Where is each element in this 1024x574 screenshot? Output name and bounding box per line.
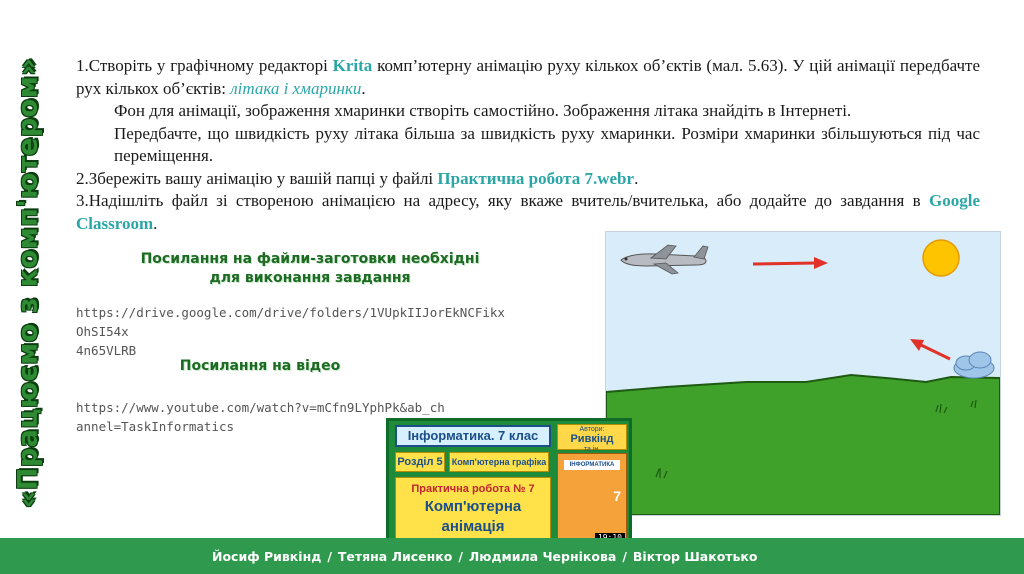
- textbook-video-cover[interactable]: [386, 418, 632, 548]
- video-link-line-1[interactable]: https://www.youtube.com/watch?v=mCfn9LYphPk&ab_ch: [76, 400, 445, 415]
- sun-icon: [923, 240, 959, 276]
- task-1-paragraph-2: Фон для анімації, зображення хмаринки створіть самостійно. Зображення літака знайдіть в Інтернеті.: [114, 101, 852, 120]
- footer: [0, 538, 1024, 574]
- files-heading-line-1: Посилання на файли-заготовки необхідні: [140, 251, 480, 267]
- files-link[interactable]: [76, 303, 506, 360]
- footer-author-3: Людмила Чернікова: [468, 548, 617, 564]
- book-image: [557, 453, 627, 543]
- files-heading: [100, 250, 520, 288]
- practical-label: Практична робота № 7: [411, 483, 535, 495]
- task-1-paragraph-3: Передбачте, що швидкість руху літака більша за швидкість руху хмаринки. Розміри хмаринки збільшуються під час переміщення.: [114, 123, 980, 165]
- files-link-line-1[interactable]: https://drive.google.com/drive/folders/1VUpkIIJorEkNCFikxOhSI54x: [76, 305, 505, 339]
- authors-label: Автори:: [579, 426, 605, 433]
- hills: [606, 375, 1000, 515]
- book-title: ІНФОРМАТИКА: [564, 460, 620, 470]
- footer-authors: [212, 538, 758, 574]
- file-name: Практична робота 7.webr: [437, 168, 635, 188]
- footer-author-2: Тетяна Лисенко: [337, 548, 453, 564]
- subject-line-1: Комп'ютерна: [424, 498, 522, 515]
- cover-section: Розділ 5: [395, 452, 445, 472]
- cover-title: Інформатика. 7 клас: [395, 425, 551, 447]
- objects-keyword: літака і хмаринки: [230, 78, 362, 98]
- cover-topic: Комп'ютерна графіка: [449, 452, 549, 472]
- google-classroom-keyword: Google Classroom: [76, 191, 980, 233]
- video-heading-text: Посилання на відео: [179, 358, 341, 374]
- task-2: [76, 168, 980, 191]
- task-2-text: 2.Збережіть вашу анімацію у вашій папці у файлі: [76, 168, 438, 188]
- authors-suffix: та ін.: [583, 446, 601, 453]
- side-title-text: «Працюємо з комп'ютером»: [12, 57, 44, 509]
- files-heading-line-2: для виконання завдання: [209, 270, 411, 286]
- files-link-line-2[interactable]: 4n65VLRB: [76, 343, 137, 358]
- authors-name: Ривкінд: [570, 433, 614, 445]
- footer-author-1: Йосиф Ривкінд: [212, 548, 322, 564]
- task-1-end: .: [361, 78, 366, 98]
- video-heading: [50, 357, 470, 376]
- task-2-end: .: [634, 168, 639, 188]
- book-grade: 7: [613, 488, 621, 504]
- side-title: [0, 28, 56, 538]
- task-1-text: 1.Створіть у графічному редакторі: [76, 56, 333, 75]
- animation-scene: [605, 231, 1001, 516]
- subject-line-2: анімація: [441, 518, 505, 535]
- footer-separator: /: [327, 548, 332, 564]
- task-list: [76, 55, 980, 235]
- scene-drawing: [606, 232, 1000, 515]
- cover-practical: [395, 477, 551, 543]
- krita-keyword: Krita: [332, 56, 373, 75]
- footer-separator: /: [458, 548, 463, 564]
- task-3-end: .: [153, 213, 158, 233]
- task-3: [76, 190, 980, 235]
- task-3-text: 3.Надішліть файл зі створеною анімацією на адресу, яку вкаже вчитель/вчителька, або додайте до завдання в: [76, 191, 929, 210]
- footer-author-4: Віктор Шакотько: [632, 548, 758, 564]
- video-link-line-2[interactable]: annel=TaskInformatics: [76, 419, 235, 434]
- cover-authors: [557, 424, 627, 453]
- task-1: [76, 55, 980, 100]
- task-1-text-cont: комп’ютерну анімацію руху кількох об’єктів (мал. 5.63). У цій анімації передбачте рух кількох об’єктів:: [76, 56, 980, 98]
- footer-separator: /: [622, 548, 627, 564]
